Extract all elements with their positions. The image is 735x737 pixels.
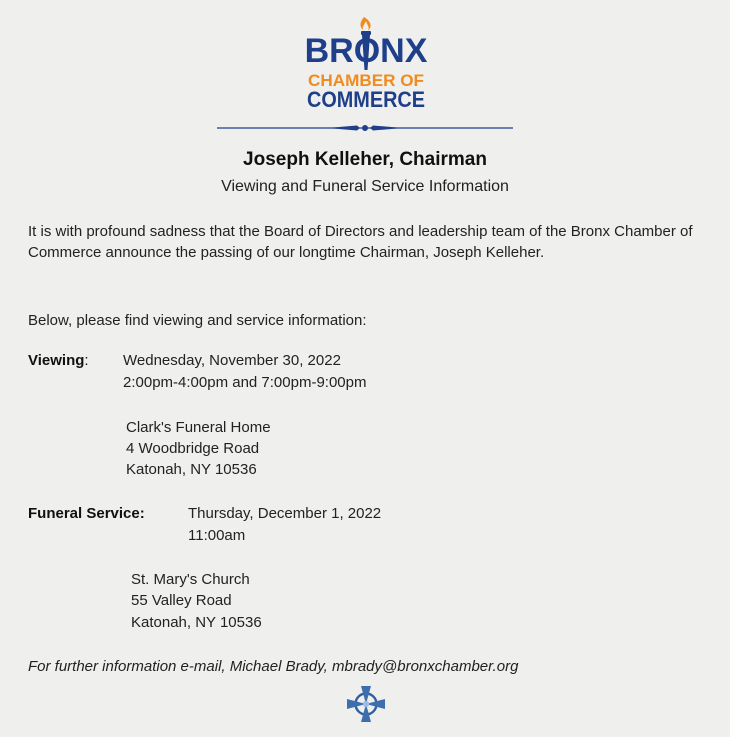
logo-line-1: BRONX xyxy=(304,32,428,70)
contact-footer: For further information e-mail, Michael Brady, mbrady@bronxchamber.org xyxy=(28,658,519,675)
ornamental-divider xyxy=(217,121,513,135)
logo-line-2: CHAMBER OF xyxy=(308,71,424,90)
viewing-street: 4 Woodbridge Road xyxy=(126,440,260,457)
celtic-cross-icon xyxy=(344,684,388,724)
viewing-date: Wednesday, November 30, 2022 xyxy=(123,352,341,369)
funeral-label: Funeral Service: xyxy=(28,505,145,522)
viewing-label: Viewing: xyxy=(28,352,89,369)
funeral-time: 11:00am xyxy=(188,527,246,544)
logo-line-3: COMMERCE xyxy=(307,87,425,112)
intro-paragraph: It is with profound sadness that the Board of Directors and leadership team of the Bronx Chamber of Commerce announce the passing of our longtime Chairman, Joseph Kelleher. xyxy=(28,223,693,261)
bronx-chamber-logo xyxy=(296,14,436,114)
viewing-venue: Clark's Funeral Home xyxy=(126,419,271,436)
funeral-venue: St. Mary's Church xyxy=(131,571,250,588)
funeral-street: 55 Valley Road xyxy=(131,592,232,609)
page-title: Joseph Kelleher, Chairman xyxy=(243,149,487,170)
page-subtitle: Viewing and Funeral Service Information xyxy=(221,178,509,195)
info-lead-in: Below, please find viewing and service information: xyxy=(28,312,367,329)
funeral-date: Thursday, December 1, 2022 xyxy=(188,505,382,522)
viewing-time: 2:00pm-4:00pm and 7:00pm-9:00pm xyxy=(123,374,367,391)
viewing-city: Katonah, NY 10536 xyxy=(126,461,257,478)
funeral-city: Katonah, NY 10536 xyxy=(131,614,262,631)
